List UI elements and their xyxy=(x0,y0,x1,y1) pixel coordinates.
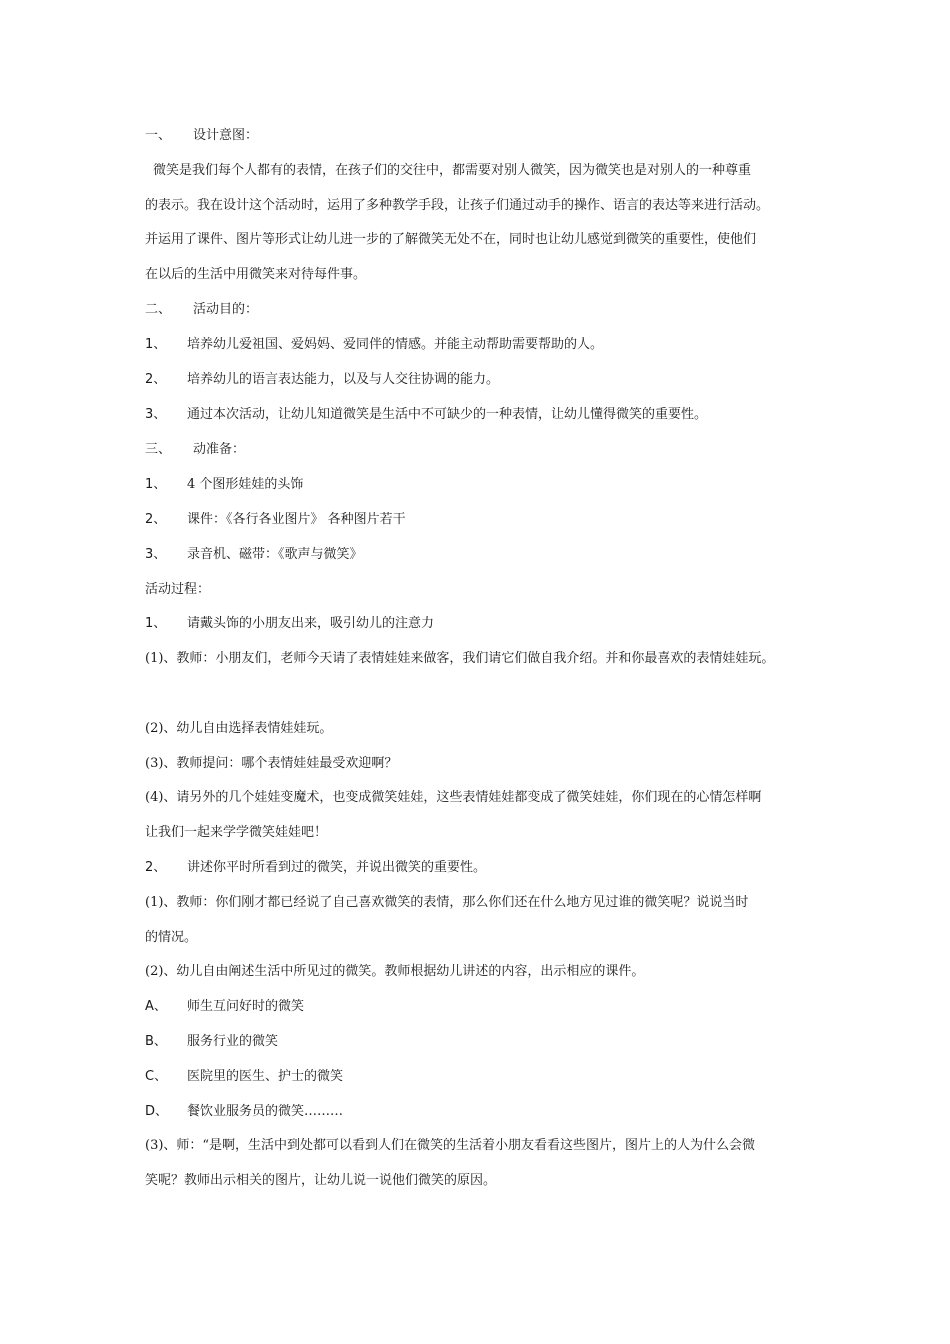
paragraph-line: (3)、教师提问：哪个表情娃娃最受欢迎啊？ xyxy=(145,756,398,771)
paragraph-line: 笑呢？教师出示相关的图片，让幼儿说一说他们微笑的原因。 xyxy=(145,1173,497,1188)
list-item: 1、 4 个图形娃娃的头饰 xyxy=(145,477,304,492)
list-item: B、 服务行业的微笑 xyxy=(145,1034,279,1049)
paragraph-line: (3)、师：“是啊，生活中到处都可以看到人们在微笑的生活着小朋友看看这些图片，图片上的人为什么会微 xyxy=(145,1138,756,1153)
paragraph-line: 的表示。我在设计这个活动时，运用了多种教学手段，让孩子们通过动手的操作、语言的表达等来进行活动。 xyxy=(145,198,770,213)
section-heading-process: 活动过程： xyxy=(145,582,211,597)
paragraph-line: (4)、请另外的几个娃娃变魔术，也变成微笑娃娃，这些表情娃娃都变成了微笑娃娃，你们现在的心情怎样啊 xyxy=(145,790,762,805)
list-item: 2、 讲述你平时所看到过的微笑，并说出微笑的重要性。 xyxy=(145,860,487,875)
paragraph-line: 让我们一起来学学微笑娃娃吧！ xyxy=(145,825,328,840)
list-item: 1、 培养幼儿爱祖国、爱妈妈、爱同伴的情感。并能主动帮助需要帮助的人。 xyxy=(145,337,604,352)
list-item: 1、 请戴头饰的小朋友出来，吸引幼儿的注意力 xyxy=(145,616,435,631)
list-item: 3、 通过本次活动，让幼儿知道微笑是生活中不可缺少的一种表情，让幼儿懂得微笑的重要性。 xyxy=(145,407,708,422)
paragraph-line: (1)、教师：小朋友们，老师今天请了表情娃娃来做客，我们请它们做自我介绍。并和你最喜欢的表情娃娃玩。 xyxy=(145,651,775,666)
list-item: 2、 培养幼儿的语言表达能力，以及与人交往协调的能力。 xyxy=(145,372,500,387)
section-heading-goals: 二、 活动目的： xyxy=(145,302,259,317)
paragraph-line: (1)、教师：你们刚才都已经说了自己喜欢微笑的表情，那么你们还在什么地方见过谁的微笑呢？说说当时 xyxy=(145,895,749,910)
paragraph-line: (2)、幼儿自由阐述生活中所见过的微笑。教师根据幼儿讲述的内容，出示相应的课件。 xyxy=(145,964,645,979)
paragraph-line: (2)、幼儿自由选择表情娃娃玩。 xyxy=(145,721,333,736)
paragraph-line: 并运用了课件、图片等形式让幼儿进一步的了解微笑无处不在，同时也让幼儿感觉到微笑的重要性，使他们 xyxy=(145,232,757,247)
list-item: C、 医院里的医生、护士的微笑 xyxy=(145,1069,344,1084)
paragraph-line: 在以后的生活中用微笑来对待每件事。 xyxy=(145,267,367,282)
list-item: D、 餐饮业服务员的微笑……… xyxy=(145,1104,344,1119)
paragraph-line: 的情况。 xyxy=(145,930,198,945)
list-item: 2、 课件：《各行各业图片》 各种图片若干 xyxy=(145,512,406,527)
paragraph-line: 微笑是我们每个人都有的表情，在孩子们的交往中，都需要对别人微笑，因为微笑也是对别人的一种尊重 xyxy=(153,163,752,178)
list-item: A、 师生互问好时的微笑 xyxy=(145,999,305,1014)
section-heading-design-intent: 一、 设计意图： xyxy=(145,128,259,143)
section-heading-preparation: 三、 动准备： xyxy=(145,442,246,457)
list-item: 3、 录音机、磁带：《歌声与微笑》 xyxy=(145,547,363,562)
